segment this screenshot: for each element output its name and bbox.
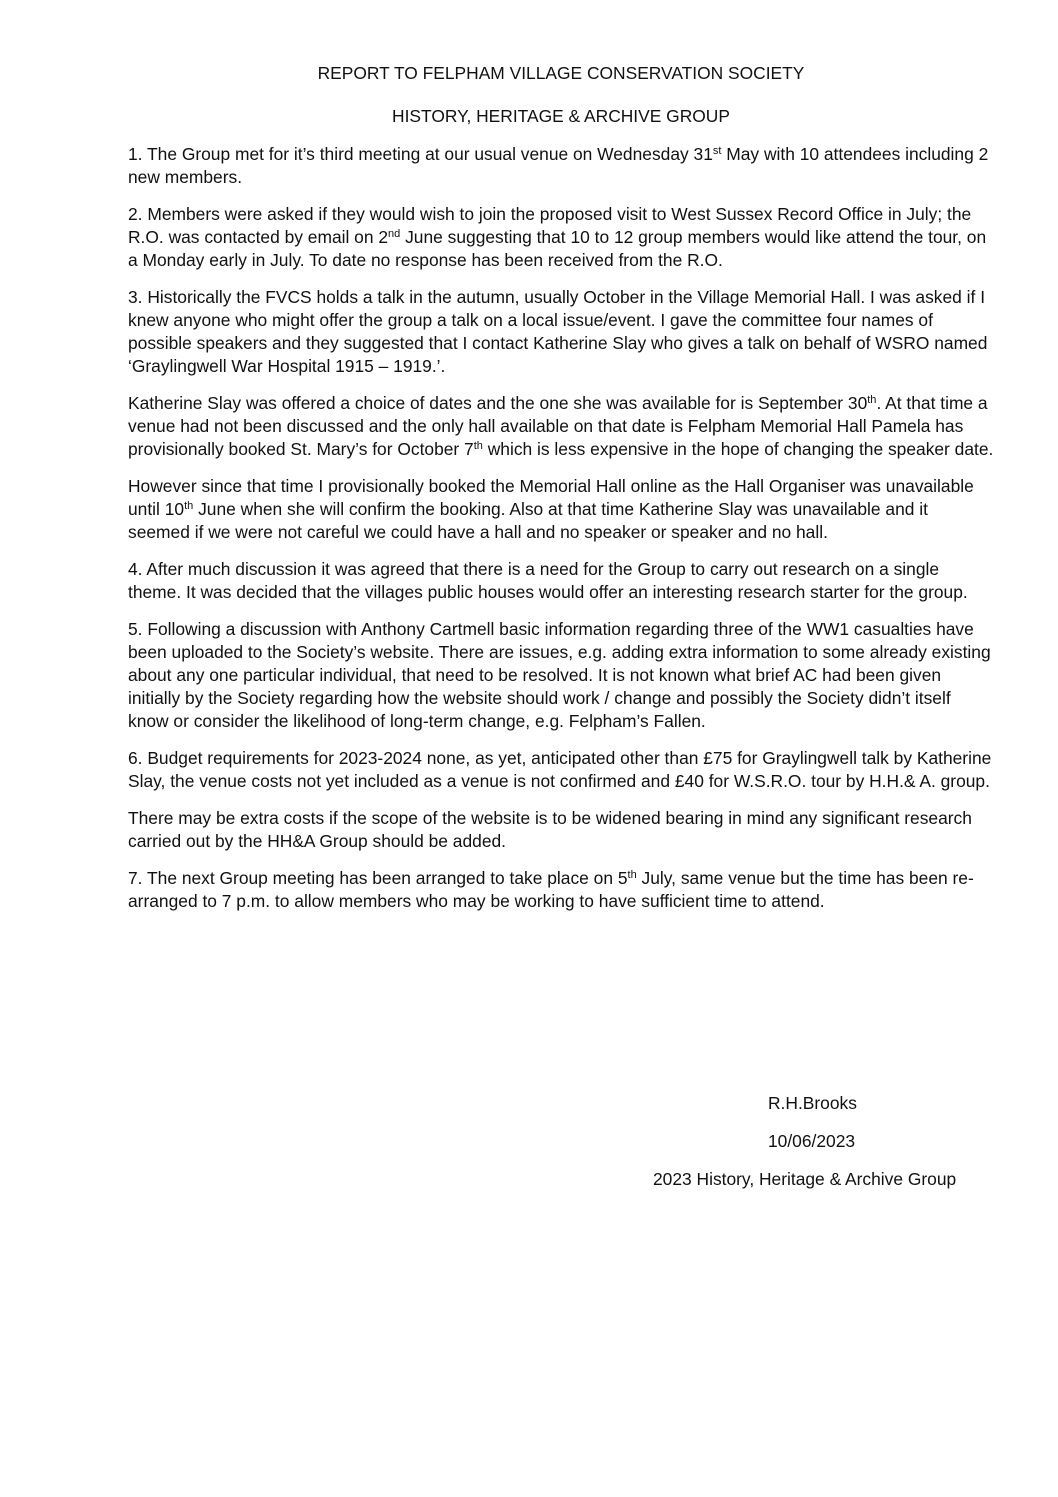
ordinal-suffix: th <box>867 394 877 406</box>
report-paragraph <box>128 807 994 853</box>
ordinal-suffix: th <box>184 500 194 512</box>
report-paragraph <box>128 618 994 733</box>
paragraph-text: 5. Following a discussion with Anthony Cartmell basic information regarding three of the WW1 casualties have been uploaded to the Society’s website. There are issues, e.g. adding extra information to some already existing about any one particular individual, that need to be resolved. It is not known what brief AC had been given initially by the Society regarding how the website should work / change and possibly the Society didn’t itself know or consider the likelihood of long-term change, e.g. Felpham’s Fallen. <box>128 619 991 731</box>
paragraph-text: May with 10 attendees including 2 new members. <box>128 144 989 187</box>
paragraph-text: July, same venue but the time has been re-arranged to 7 p.m. to allow members who may be working to have sufficient time to attend. <box>128 868 974 911</box>
paragraph-text: 3. Historically the FVCS holds a talk in the autumn, usually October in the Village Memorial Hall. I was asked if I knew anyone who might offer the group a talk on a local issue/event. I gave the committee four names of possible speakers and they suggested that I contact Katherine Slay who gives a talk on behalf of WSRO named ‘Graylingwell War Hospital 1915 – 1919.’. <box>128 287 988 376</box>
signature-name: R.H.Brooks <box>768 1093 857 1113</box>
paragraph-text: June when she will confirm the booking. Also at that time Katherine Slay was unavailable and it seemed if we were not careful we could have a hall and no speaker or speaker and no hall. <box>128 499 928 542</box>
ordinal-suffix: th <box>473 440 483 452</box>
report-paragraph <box>128 558 994 604</box>
paragraph-text: 1. The Group met for it’s third meeting at our usual venue on Wednesday 31 <box>128 144 713 164</box>
signature-group: 2023 History, Heritage & Archive Group <box>653 1169 957 1189</box>
ordinal-suffix: st <box>712 145 722 157</box>
report-paragraph <box>128 286 994 378</box>
document-body <box>128 62 994 927</box>
report-paragraph <box>128 867 994 913</box>
paragraph-text: 6. Budget requirements for 2023-2024 none, as yet, anticipated other than £75 for Graylingwell talk by Katherine Slay, the venue costs not yet included as a venue is not confirmed and £40 for W.S.R.O. tour by H.H.& A. group. <box>128 748 992 791</box>
paragraph-text: 4. After much discussion it was agreed that there is a need for the Group to carry out research on a single theme. It was decided that the villages public houses would offer an interesting research starter for the group. <box>128 559 968 602</box>
document-subtitle: HISTORY, HERITAGE & ARCHIVE GROUP <box>392 106 730 126</box>
paragraph-text: There may be extra costs if the scope of the website is to be widened bearing in mind any significant research carried out by the HH&A Group should be added. <box>128 808 972 851</box>
ordinal-suffix: nd <box>388 228 401 240</box>
report-paragraph <box>128 143 994 189</box>
paragraph-text: However since that time I provisionally booked the Memorial Hall online as the Hall Organiser was unavailable until 10 <box>128 476 974 519</box>
paragraph-text: June suggesting that 10 to 12 group members would like attend the tour, on a Monday early in July. To date no response has been received from the R.O. <box>128 227 987 270</box>
paragraph-text: 7. The next Group meeting has been arranged to take place on 5 <box>128 868 628 888</box>
report-paragraphs <box>128 143 994 913</box>
paragraph-text: which is less expensive in the hope of changing the speaker date. <box>482 439 994 459</box>
paragraph-text: 2. Members were asked if they would wish to join the proposed visit to West Sussex Record Office in July; the R.O. was contacted by email on 2 <box>128 204 972 247</box>
paragraph-text: . At that time a venue had not been discussed and the only hall available on that date is Felpham Memorial Hall Pamela has provisionally booked St. Mary’s for October 7 <box>128 393 988 459</box>
report-paragraph <box>128 747 994 793</box>
report-paragraph <box>128 475 994 544</box>
signature-date: 10/06/2023 <box>768 1131 856 1151</box>
report-paragraph <box>128 392 994 461</box>
ordinal-suffix: th <box>627 869 637 881</box>
paragraph-text: Katherine Slay was offered a choice of dates and the one she was available for is September 30 <box>128 393 868 413</box>
document-title: REPORT TO FELPHAM VILLAGE CONSERVATION SOCIETY <box>317 63 805 83</box>
report-paragraph <box>128 203 994 272</box>
